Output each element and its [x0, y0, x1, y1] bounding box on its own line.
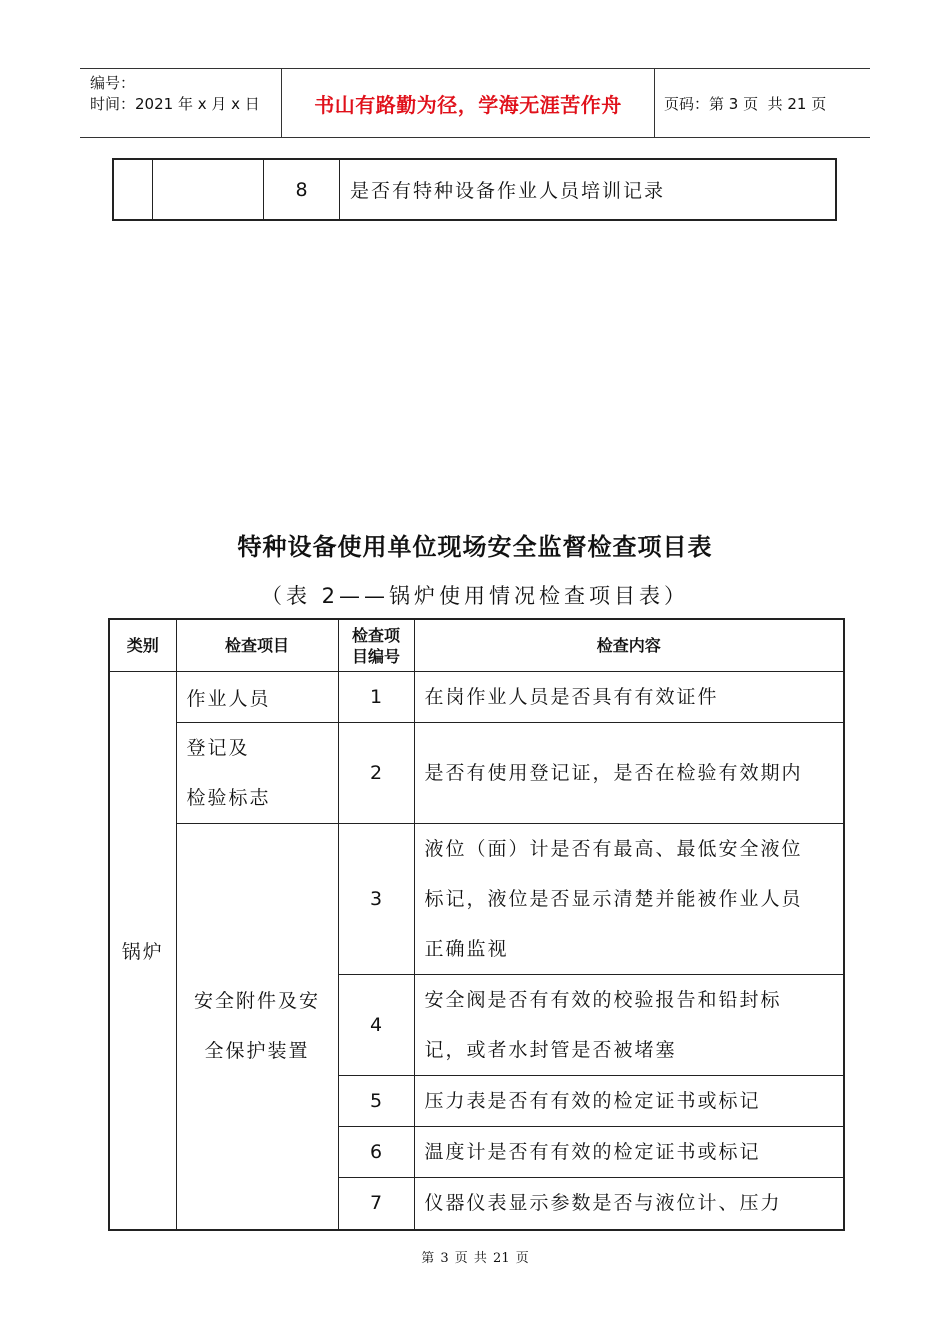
table-row [113, 159, 836, 220]
continuation-table [112, 158, 837, 221]
number-cell: 2 [338, 723, 414, 824]
table-row [109, 723, 844, 824]
header-number: 检查项 目编号 [338, 619, 414, 672]
table-header-row [109, 619, 844, 672]
category-cell: 锅炉 [109, 672, 176, 1230]
number-cell: 4 [338, 975, 414, 1076]
time-label: 时间：2021 年 x 月 x 日 [90, 95, 260, 113]
page-title: 特种设备使用单位现场安全监督检查项目表 [237, 532, 713, 561]
item-number: 8 [264, 159, 340, 220]
empty-cell [113, 159, 153, 220]
header-category: 类别 [109, 619, 176, 672]
content-cell: 温度计是否有有效的检定证书或标记 [414, 1127, 844, 1178]
page-footer: 第 3 页 共 21 页 [421, 1251, 529, 1266]
number-cell: 1 [338, 672, 414, 723]
empty-cell [153, 159, 264, 220]
content-cell: 液位（面）计是否有最高、最低安全液位 标记，液位是否显示清楚并能被作业人员 正确监视 [414, 824, 844, 975]
content-cell: 压力表是否有有效的检定证书或标记 [414, 1076, 844, 1127]
item-content: 是否有特种设备作业人员培训记录 [340, 159, 837, 220]
page-code: 页码：第 3 页 共 21 页 [664, 94, 827, 113]
table-row [109, 824, 844, 975]
number-cell: 6 [338, 1127, 414, 1178]
item-cell: 安全附件及安 全保护装置 [176, 824, 338, 1230]
doc-number-label: 编号： [90, 74, 136, 92]
header-item: 检查项目 [176, 619, 338, 672]
table-row [109, 672, 844, 723]
item-cell: 登记及 检验标志 [176, 723, 338, 824]
content-cell: 是否有使用登记证，是否在检验有效期内 [414, 723, 844, 824]
content-cell: 安全阀是否有有效的校验报告和铅封标 记，或者水封管是否被堵塞 [414, 975, 844, 1076]
content-cell: 仪器仪表显示参数是否与液位计、压力 [414, 1178, 844, 1230]
page-subtitle: （表 2——锅炉使用情况检查项目表） [260, 584, 690, 608]
number-cell: 5 [338, 1076, 414, 1127]
header-slogan: 书山有路勤为径，学海无涯苦作舟 [314, 92, 622, 117]
number-cell: 7 [338, 1178, 414, 1230]
item-cell: 作业人员 [176, 672, 338, 723]
header-meta [90, 73, 260, 115]
number-cell: 3 [338, 824, 414, 975]
content-cell: 在岗作业人员是否具有有效证件 [414, 672, 844, 723]
page-header [80, 68, 870, 138]
inspection-table [108, 618, 845, 1231]
header-content: 检查内容 [414, 619, 844, 672]
header-slogan-cell [281, 69, 655, 137]
header-page-code-cell [664, 69, 826, 137]
